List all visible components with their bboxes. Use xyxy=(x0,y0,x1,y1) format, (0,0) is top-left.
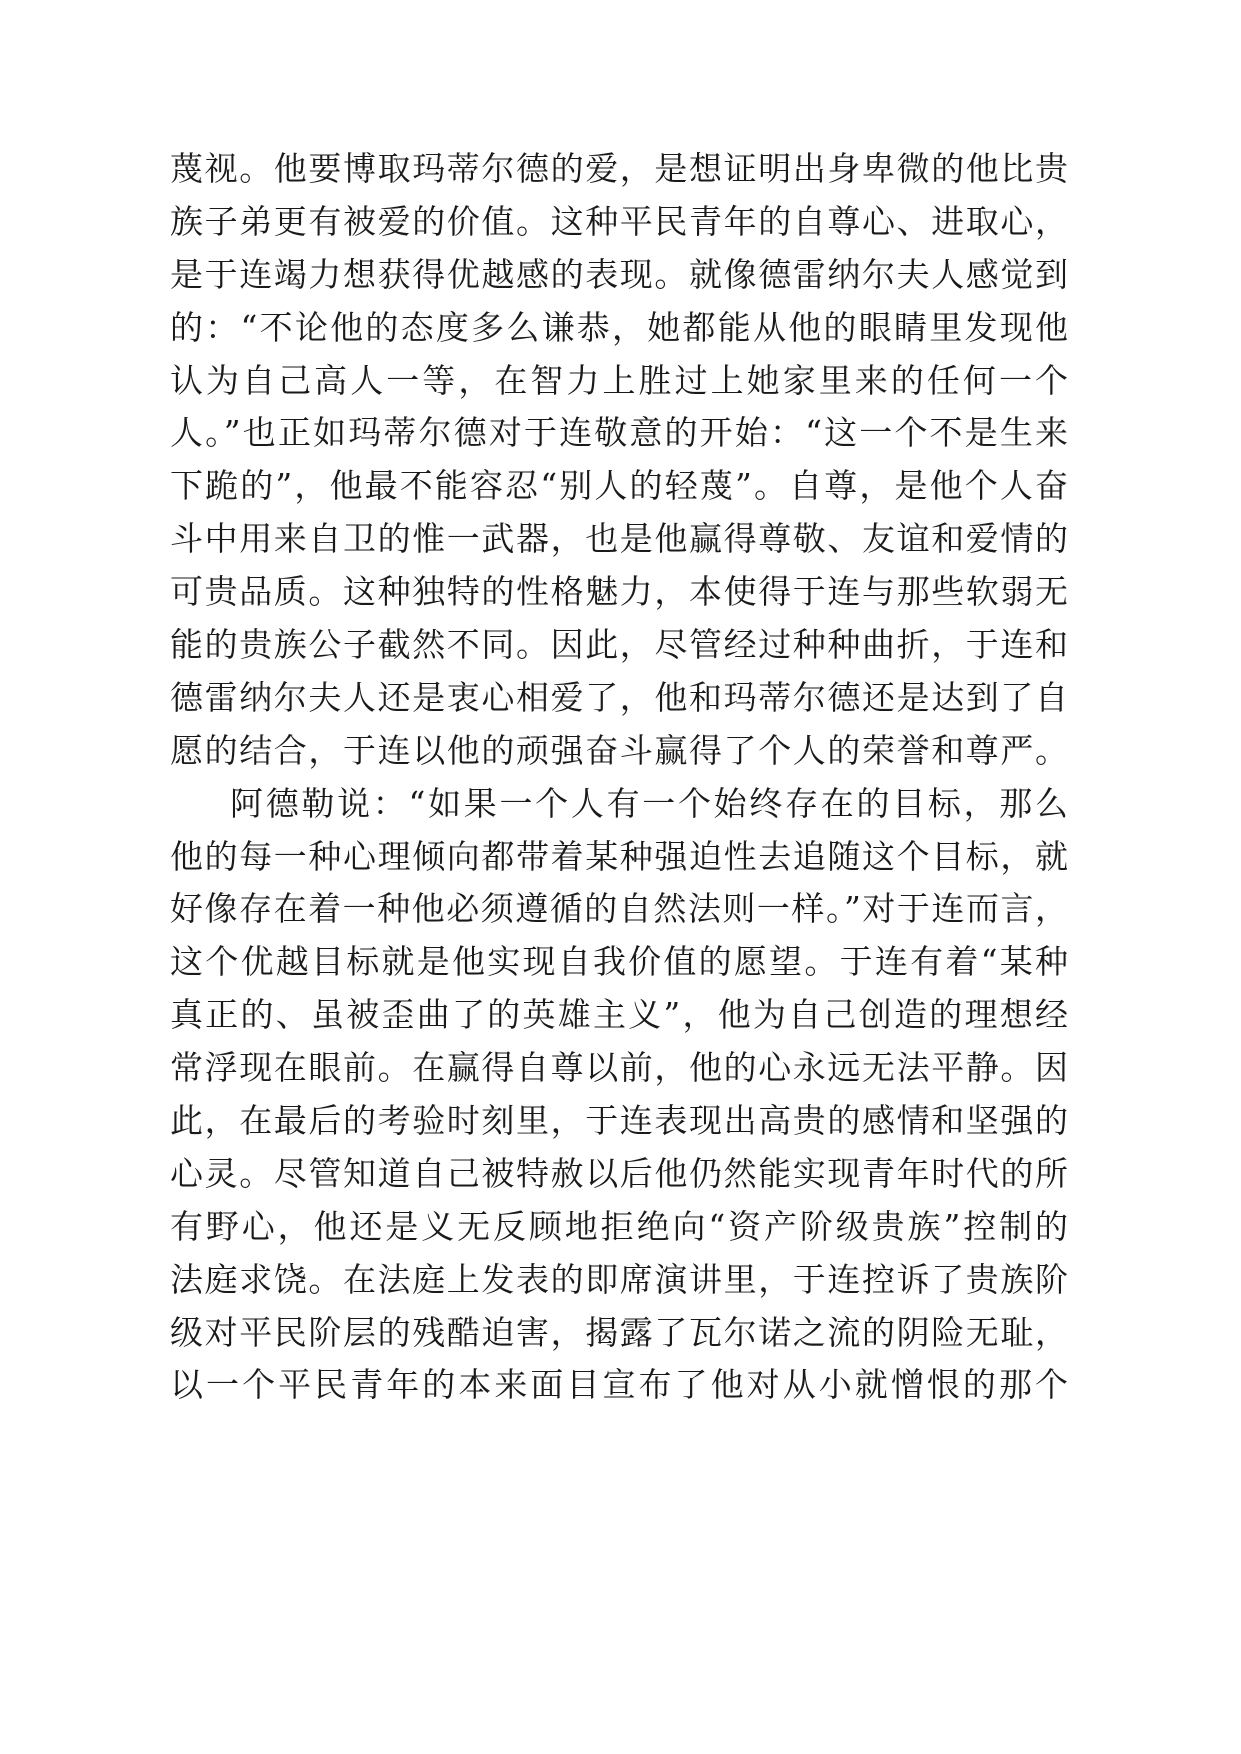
text-line: 这个优越目标就是他实现自我价值的愿望。于连有着“某种 xyxy=(170,942,1068,982)
text-line: 法庭求饶。在法庭上发表的即席演讲里，于连控诉了贵族阶 xyxy=(170,1259,1068,1299)
text-line: 德雷纳尔夫人还是衷心相爱了，他和玛蒂尔德还是达到了自 xyxy=(170,677,1068,717)
text-line: 下跪的”，他最不能容忍“别人的轻蔑”。自尊，是他个人奋 xyxy=(170,466,1068,506)
text-line: 有野心，他还是义无反顾地拒绝向“资产阶级贵族”控制的 xyxy=(170,1206,1068,1246)
text-line: 斗中用来自卫的惟一武器，也是他赢得尊敬、友谊和爱情的 xyxy=(170,519,1068,559)
text-line: 级对平民阶层的残酷迫害，揭露了瓦尔诺之流的阴险无耻， xyxy=(170,1312,1068,1352)
text-line: 可贵品质。这种独特的性格魅力，本使得于连与那些软弱无 xyxy=(170,572,1068,612)
text-line: 他的每一种心理倾向都带着某种强迫性去追随这个目标，就 xyxy=(170,836,1068,876)
text-line: 是于连竭力想获得优越感的表现。就像德雷纳尔夫人感觉到 xyxy=(170,254,1068,294)
body-text xyxy=(170,143,1068,1412)
text-line: 以一个平民青年的本来面目宣布了他对从小就憎恨的那个 xyxy=(170,1365,1068,1405)
text-line: 真正的、虽被歪曲了的英雄主义”，他为自己创造的理想经 xyxy=(170,995,1068,1035)
text-line: 好像存在着一种他必须遵循的自然法则一样。”对于连而言， xyxy=(170,889,1068,929)
paragraph-adler xyxy=(170,778,1068,1413)
text-line: 的：“不论他的态度多么谦恭，她都能从他的眼睛里发现他 xyxy=(170,307,1068,347)
text-line: 此，在最后的考验时刻里，于连表现出高贵的感情和坚强的 xyxy=(170,1101,1068,1141)
text-line-first-indented: 阿德勒说：“如果一个人有一个始终存在的目标，那么 xyxy=(230,783,1068,823)
text-line: 人。”也正如玛蒂尔德对于连敬意的开始：“这一个不是生来 xyxy=(170,413,1068,453)
paragraph-continuation xyxy=(170,143,1068,778)
text-line: 愿的结合，于连以他的顽强奋斗赢得了个人的荣誉和尊严。 xyxy=(170,730,1068,770)
text-line: 蔑视。他要博取玛蒂尔德的爱，是想证明出身卑微的他比贵 xyxy=(170,149,1068,188)
text-line: 常浮现在眼前。在赢得自尊以前，他的心永远无法平静。因 xyxy=(170,1048,1068,1088)
text-line: 认为自己高人一等，在智力上胜过上她家里来的任何一个 xyxy=(170,360,1068,400)
text-line: 心灵。尽管知道自己被特赦以后他仍然能实现青年时代的所 xyxy=(170,1153,1068,1193)
text-line: 族子弟更有被爱的价值。这种平民青年的自尊心、进取心， xyxy=(170,201,1068,241)
text-line: 能的贵族公子截然不同。因此，尽管经过种种曲折，于连和 xyxy=(170,625,1068,665)
